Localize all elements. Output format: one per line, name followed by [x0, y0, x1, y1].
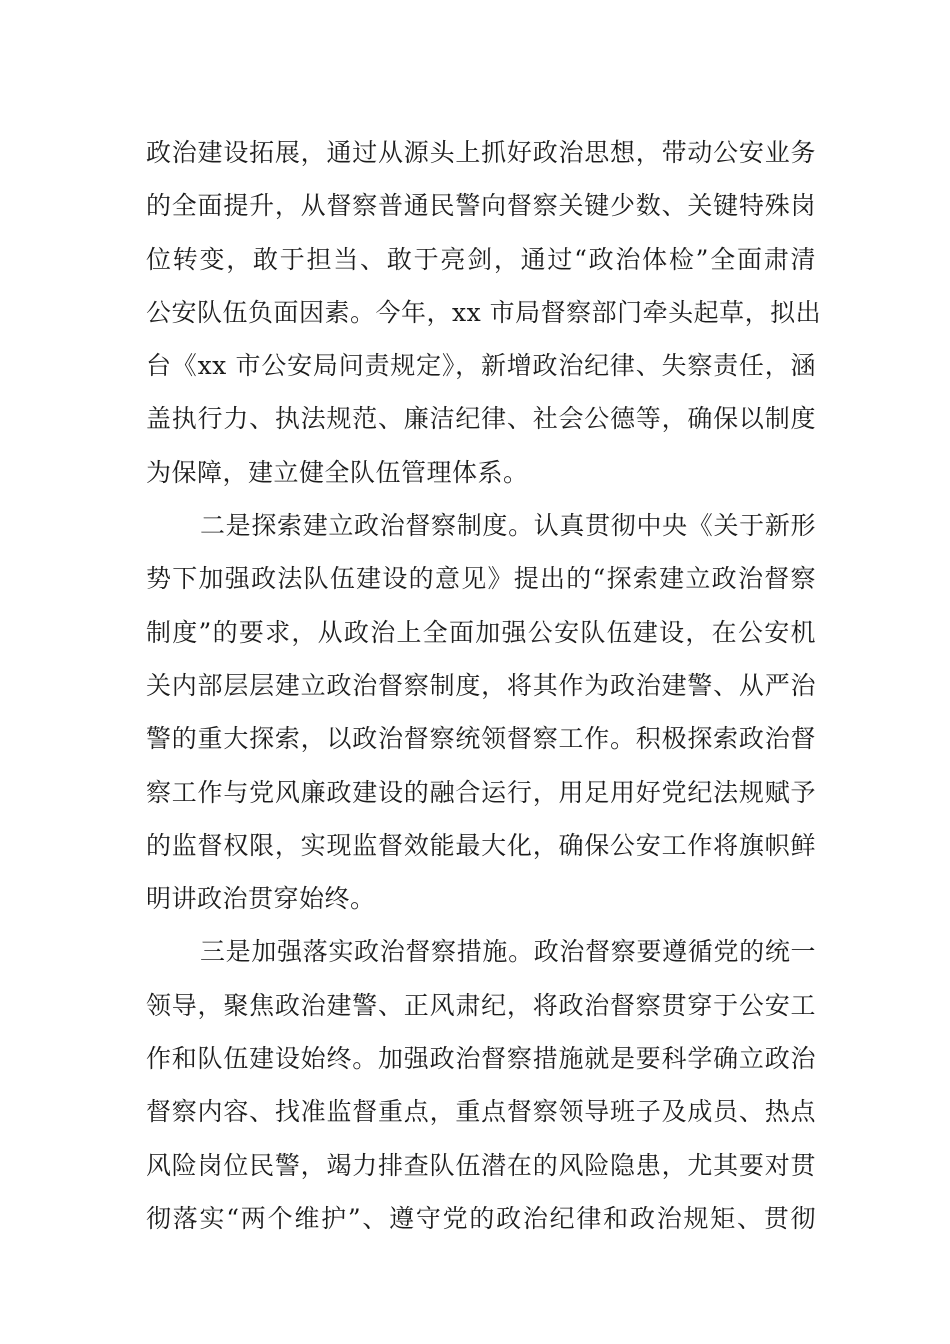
- text-line: 为保障，建立健全队伍管理体系。: [146, 457, 529, 487]
- text-line: 关内部层层建立政治督察制度，将其作为政治建警、从严治: [146, 670, 816, 700]
- text-line: 领导，聚焦政治建警、正风肃纪，将政治督察贯穿于公安工: [146, 990, 816, 1020]
- text-line: 作和队伍建设始终。加强政治督察措施就是要科学确立政治: [146, 1044, 816, 1074]
- text-line: 盖执行力、执法规范、廉洁纪律、社会公德等，确保以制度: [146, 404, 816, 434]
- text-line: 风险岗位民警，竭力排查队伍潜在的风险隐患，尤其要对贯: [146, 1150, 816, 1180]
- text-line: 三是加强落实政治督察措施。政治督察要遵循党的统一: [200, 937, 816, 967]
- text-line: 制度”的要求，从政治上全面加强公安队伍建设，在公安机: [146, 617, 816, 647]
- document-body: [146, 126, 822, 1245]
- text-line: 察工作与党风廉政建设的融合运行，用足用好党纪法规赋予: [146, 777, 816, 807]
- text-line: 明讲政治贯穿始终。: [146, 884, 376, 914]
- text-line: 政治建设拓展，通过从源头上抓好政治思想，带动公安业务: [146, 138, 816, 167]
- text-line: 公安队伍负面因素。今年，xx 市局督察部门牵头起草，拟出: [146, 297, 822, 327]
- text-line: 警的重大探索，以政治督察统领督察工作。积极探索政治督: [146, 724, 816, 754]
- text-line: 的监督权限，实现监督效能最大化，确保公安工作将旗帜鲜: [146, 830, 816, 860]
- text-line: 彻落实“两个维护”、遵守党的政治纪律和政治规矩、贯彻: [146, 1203, 816, 1233]
- text-line: 台《xx 市公安局问责规定》，新增政治纪律、失察责任，涵: [146, 351, 816, 381]
- text-line: 位转变，敢于担当、敢于亮剑，通过“政治体检”全面肃清: [146, 244, 816, 274]
- text-line: 势下加强政法队伍建设的意见》提出的“探索建立政治督察: [146, 564, 816, 594]
- text-line: 督察内容、找准监督重点，重点督察领导班子及成员、热点: [146, 1097, 816, 1127]
- text-line: 二是探索建立政治督察制度。认真贯彻中央《关于新形: [200, 511, 816, 541]
- text-line: 的全面提升，从督察普通民警向督察关键少数、关键特殊岗: [146, 191, 816, 221]
